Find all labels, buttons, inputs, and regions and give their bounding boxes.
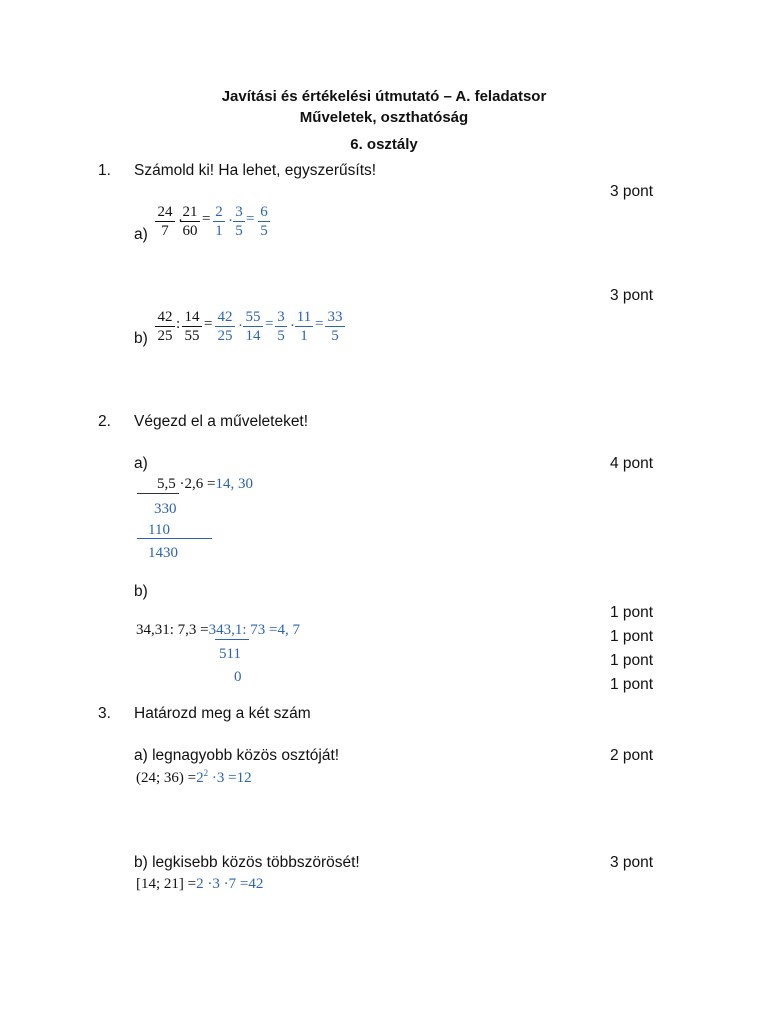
task2-prompt: Végezd el a műveleteket! [134,413,309,430]
task2a-expression: 5,5 ·2,6 =14, 30 [157,476,253,492]
task3b-label: b) legkisebb közös többszörösét! [134,854,360,871]
fraction: 2 1 [213,203,225,240]
task3a-label: a) legnagyobb közös osztóját! [134,747,340,764]
task2b-label: b) [134,583,148,600]
fraction: 14 55 [182,308,202,345]
task1-prompt: Számold ki! Ha lehet, egyszerűsíts! [134,162,377,179]
task-number-3: 3. [98,705,111,722]
task3-prompt: Határozd meg a két szám [134,705,311,722]
page-subtitle: Műveletek, oszthatóság [299,109,469,126]
operator: = [202,211,211,227]
operator: · [290,318,295,334]
fraction: 33 5 [325,308,345,345]
task2b-point: 1 pont [610,652,654,669]
task2b-point: 1 pont [610,604,654,621]
fraction: 11 1 [296,309,312,344]
task1b-label: b) [134,330,148,347]
task3b-expression: [14; 21] =2 ·3 ·7 =42 [136,876,264,892]
fraction: 3 5 [233,203,245,240]
fraction: 42 25 [155,308,175,345]
sum-line [137,538,212,539]
operator: = [204,316,213,332]
operator: = [315,316,324,332]
task2a-points: 4 pont [610,455,654,472]
task1a-label: a) [134,226,148,243]
operator: · [238,318,243,334]
operator: = [246,211,255,227]
underline [137,493,179,494]
task3a-expression: (24; $36) =2^2 \cdot 3 =12$ [136,768,252,786]
partial-product: 110 [148,522,170,538]
task2b-point: 1 pont [610,676,654,693]
operator: · [178,213,183,229]
task1b-points: 3 pont [610,287,654,304]
operator: = [265,316,274,332]
fraction: 24 7 [155,203,175,240]
fraction: 3 5 [275,308,287,345]
fraction: 21 60 [180,203,200,240]
task2b-expression: 34,31: 7,3 =343,1: 73 =4, 7 [136,622,301,638]
remainder: 511 [219,646,241,662]
operator: · [228,213,233,229]
fraction: 6 5 [258,203,270,240]
product-result: 1430 [148,545,178,561]
task3a-points: 2 pont [610,747,654,764]
grade-heading: 6. osztály [350,136,418,153]
task-number-1: 1. [98,162,111,179]
fraction: 55 14 [243,308,263,345]
operator: : [176,316,181,332]
page-title: Javítási és értékelési útmutató – A. feladatsor [221,88,547,105]
task1a-points: 3 pont [610,183,654,200]
partial-product: 330 [154,501,177,517]
task2b-point: 1 pont [610,628,654,645]
remainder: 0 [234,669,242,685]
dividend-underline [215,639,249,640]
task2a-label: a) [134,455,148,472]
task3b-points: 3 pont [610,854,654,871]
task-number-2: 2. [98,413,111,430]
fraction: 42 25 [215,308,235,345]
